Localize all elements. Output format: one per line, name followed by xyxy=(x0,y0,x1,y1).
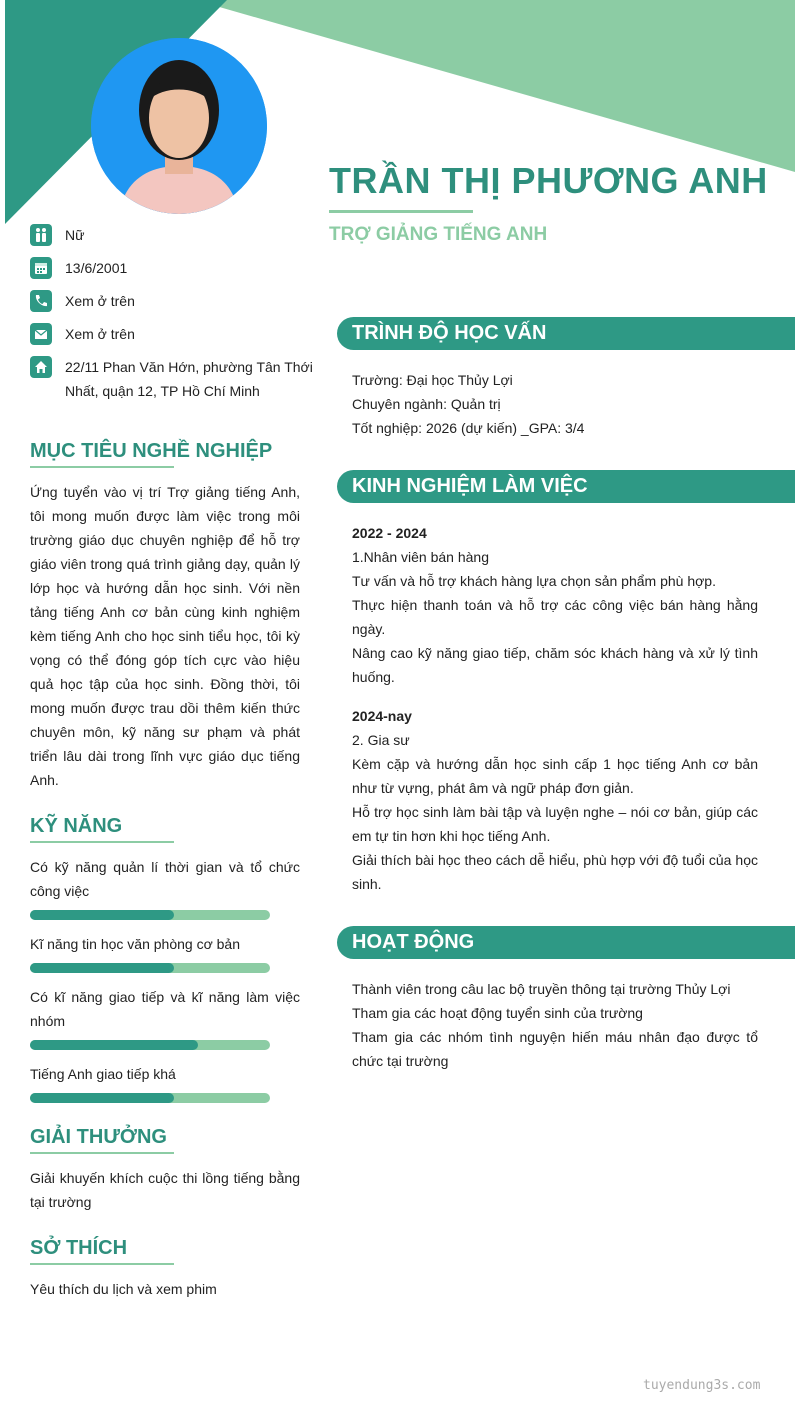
skills-list xyxy=(30,855,300,1103)
birthday-text: 13/6/2001 xyxy=(65,260,128,276)
education-heading: TRÌNH ĐỘ HỌC VẤN xyxy=(337,317,795,350)
skill-bar xyxy=(30,1093,270,1103)
skill-bar xyxy=(30,963,270,973)
awards-title: GIẢI THƯỞNG xyxy=(30,1126,167,1148)
profile-photo xyxy=(91,38,267,214)
skill-label: Có kỹ năng quản lí thời gian và tổ chức công việc xyxy=(30,859,300,899)
education-body xyxy=(352,368,758,440)
skills-title: KỸ NĂNG xyxy=(30,815,123,837)
skill-item xyxy=(30,1062,300,1103)
skills-underline xyxy=(30,841,174,843)
skill-bar xyxy=(30,1040,270,1050)
objective-title: MỤC TIÊU NGHỀ NGHIỆP xyxy=(30,440,273,462)
contact-info xyxy=(30,224,320,413)
objective-section xyxy=(30,440,300,792)
resume-page xyxy=(5,0,795,1407)
job-title: TRỢ GIẢNG TIẾNG ANH xyxy=(329,224,548,245)
education-line: Chuyên ngành: Quản trị xyxy=(352,396,501,412)
hobbies-text: Yêu thích du lịch và xem phim xyxy=(30,1281,217,1297)
job-entry xyxy=(352,521,758,689)
skill-bar xyxy=(30,910,270,920)
job-period: 2022 - 2024 xyxy=(352,525,427,541)
skills-section xyxy=(30,815,300,1115)
skill-item xyxy=(30,932,300,973)
job-period: 2024-nay xyxy=(352,708,412,724)
name-underline xyxy=(329,210,473,213)
skill-item xyxy=(30,855,300,920)
activity-line: Thành viên trong câu lac bộ truyền thông tại trường Thủy Lợi xyxy=(352,981,731,997)
contact-address xyxy=(30,356,320,403)
watermark: tuyendung3s.com xyxy=(643,1378,761,1393)
skill-label: Có kĩ năng giao tiếp và kĩ năng làm việc nhóm xyxy=(30,989,300,1029)
job-duty: Nâng cao kỹ năng giao tiếp, chăm sóc khách hàng và xử lý tình huống. xyxy=(352,645,758,685)
activity-line: Tham gia các nhóm tình nguyện hiến máu nhân đạo được tổ chức tại trường xyxy=(352,1029,758,1069)
gender-text: Nữ xyxy=(65,227,85,243)
phone-icon xyxy=(30,290,52,312)
contact-phone xyxy=(30,290,320,313)
full-name: TRẦN THỊ PHƯƠNG ANH xyxy=(329,160,768,201)
skill-label: Kĩ năng tin học văn phòng cơ bản xyxy=(30,936,240,952)
activity-line: Tham gia các hoạt động tuyển sinh của trường xyxy=(352,1005,643,1021)
calendar-icon xyxy=(30,257,52,279)
job-duty: Thực hiện thanh toán và hỗ trợ các công việc bán hàng hằng ngày. xyxy=(352,597,758,637)
awards-underline xyxy=(30,1152,174,1154)
hobbies-underline xyxy=(30,1263,174,1265)
header-band-light xyxy=(195,0,795,172)
contact-email xyxy=(30,323,320,346)
skill-bar-fill xyxy=(30,1040,198,1050)
skill-bar-fill xyxy=(30,910,174,920)
portrait-icon xyxy=(91,38,267,214)
home-icon xyxy=(30,356,52,378)
activities-heading: HOẠT ĐỘNG xyxy=(337,926,795,959)
objective-text: Ứng tuyển vào vị trí Trợ giảng tiếng Anh, tôi mong muốn được làm việc trong môi trường giáo dục chuyên nghiệp để hỗ trợ giáo viên trong quá trình giảng dạy, quản lý lớp học và hướng dẫn học sinh. Với nền tảng tiếng Anh cơ bản cùng kinh nghiệm kèm tiếng Anh cho học sinh tiểu học, tôi kỳ vọng có thể đóng góp tích cực vào hiệu quả học tập của học sinh. Đồng thời, tôi mong muốn được trau dồi thêm kiến thức chuyên môn, kỹ năng sư phạm và phát triển lâu dài trong lĩnh vực giáo dục tiếng Anh. xyxy=(30,484,300,788)
job-position: 1.Nhân viên bán hàng xyxy=(352,549,489,565)
phone-text: Xem ở trên xyxy=(65,293,135,309)
email-icon xyxy=(30,323,52,345)
address-text: 22/11 Phan Văn Hớn, phường Tân Thới Nhất, quận 12, TP Hồ Chí Minh xyxy=(65,359,313,399)
education-line: Tốt nghiệp: 2026 (dự kiến) _GPA: 3/4 xyxy=(352,420,585,436)
education-line: Trường: Đại học Thủy Lợi xyxy=(352,372,513,388)
job-duty: Kèm cặp và hướng dẫn học sinh cấp 1 học tiếng Anh cơ bản như từ vựng, phát âm và ngữ pháp đơn giản. xyxy=(352,756,758,796)
hobbies-title: SỞ THÍCH xyxy=(30,1237,128,1259)
job-duty: Giải thích bài học theo cách dễ hiểu, phù hợp với độ tuổi của học sinh. xyxy=(352,852,758,892)
hobbies-section xyxy=(30,1237,300,1301)
contact-birthday xyxy=(30,257,320,280)
awards-text: Giải khuyến khích cuộc thi lồng tiếng bằng tại trường xyxy=(30,1170,300,1210)
job-duty: Hỗ trợ học sinh làm bài tập và luyện nghe – nói cơ bản, giúp các em tự tin hơn khi học tiếng Anh. xyxy=(352,804,758,844)
contact-gender xyxy=(30,224,320,247)
skill-bar-fill xyxy=(30,963,174,973)
job-position: 2. Gia sư xyxy=(352,732,410,748)
skill-bar-fill xyxy=(30,1093,174,1103)
experience-body xyxy=(352,521,758,896)
gender-icon xyxy=(30,224,52,246)
activities-body xyxy=(352,977,758,1073)
experience-heading: KINH NGHIỆM LÀM VIỆC xyxy=(337,470,795,503)
awards-section xyxy=(30,1126,300,1214)
skill-item xyxy=(30,985,300,1050)
objective-underline xyxy=(30,466,174,468)
job-duty: Tư vấn và hỗ trợ khách hàng lựa chọn sản phẩm phù hợp. xyxy=(352,573,716,589)
email-text: Xem ở trên xyxy=(65,326,135,342)
skill-label: Tiếng Anh giao tiếp khá xyxy=(30,1066,176,1082)
job-entry xyxy=(352,704,758,896)
